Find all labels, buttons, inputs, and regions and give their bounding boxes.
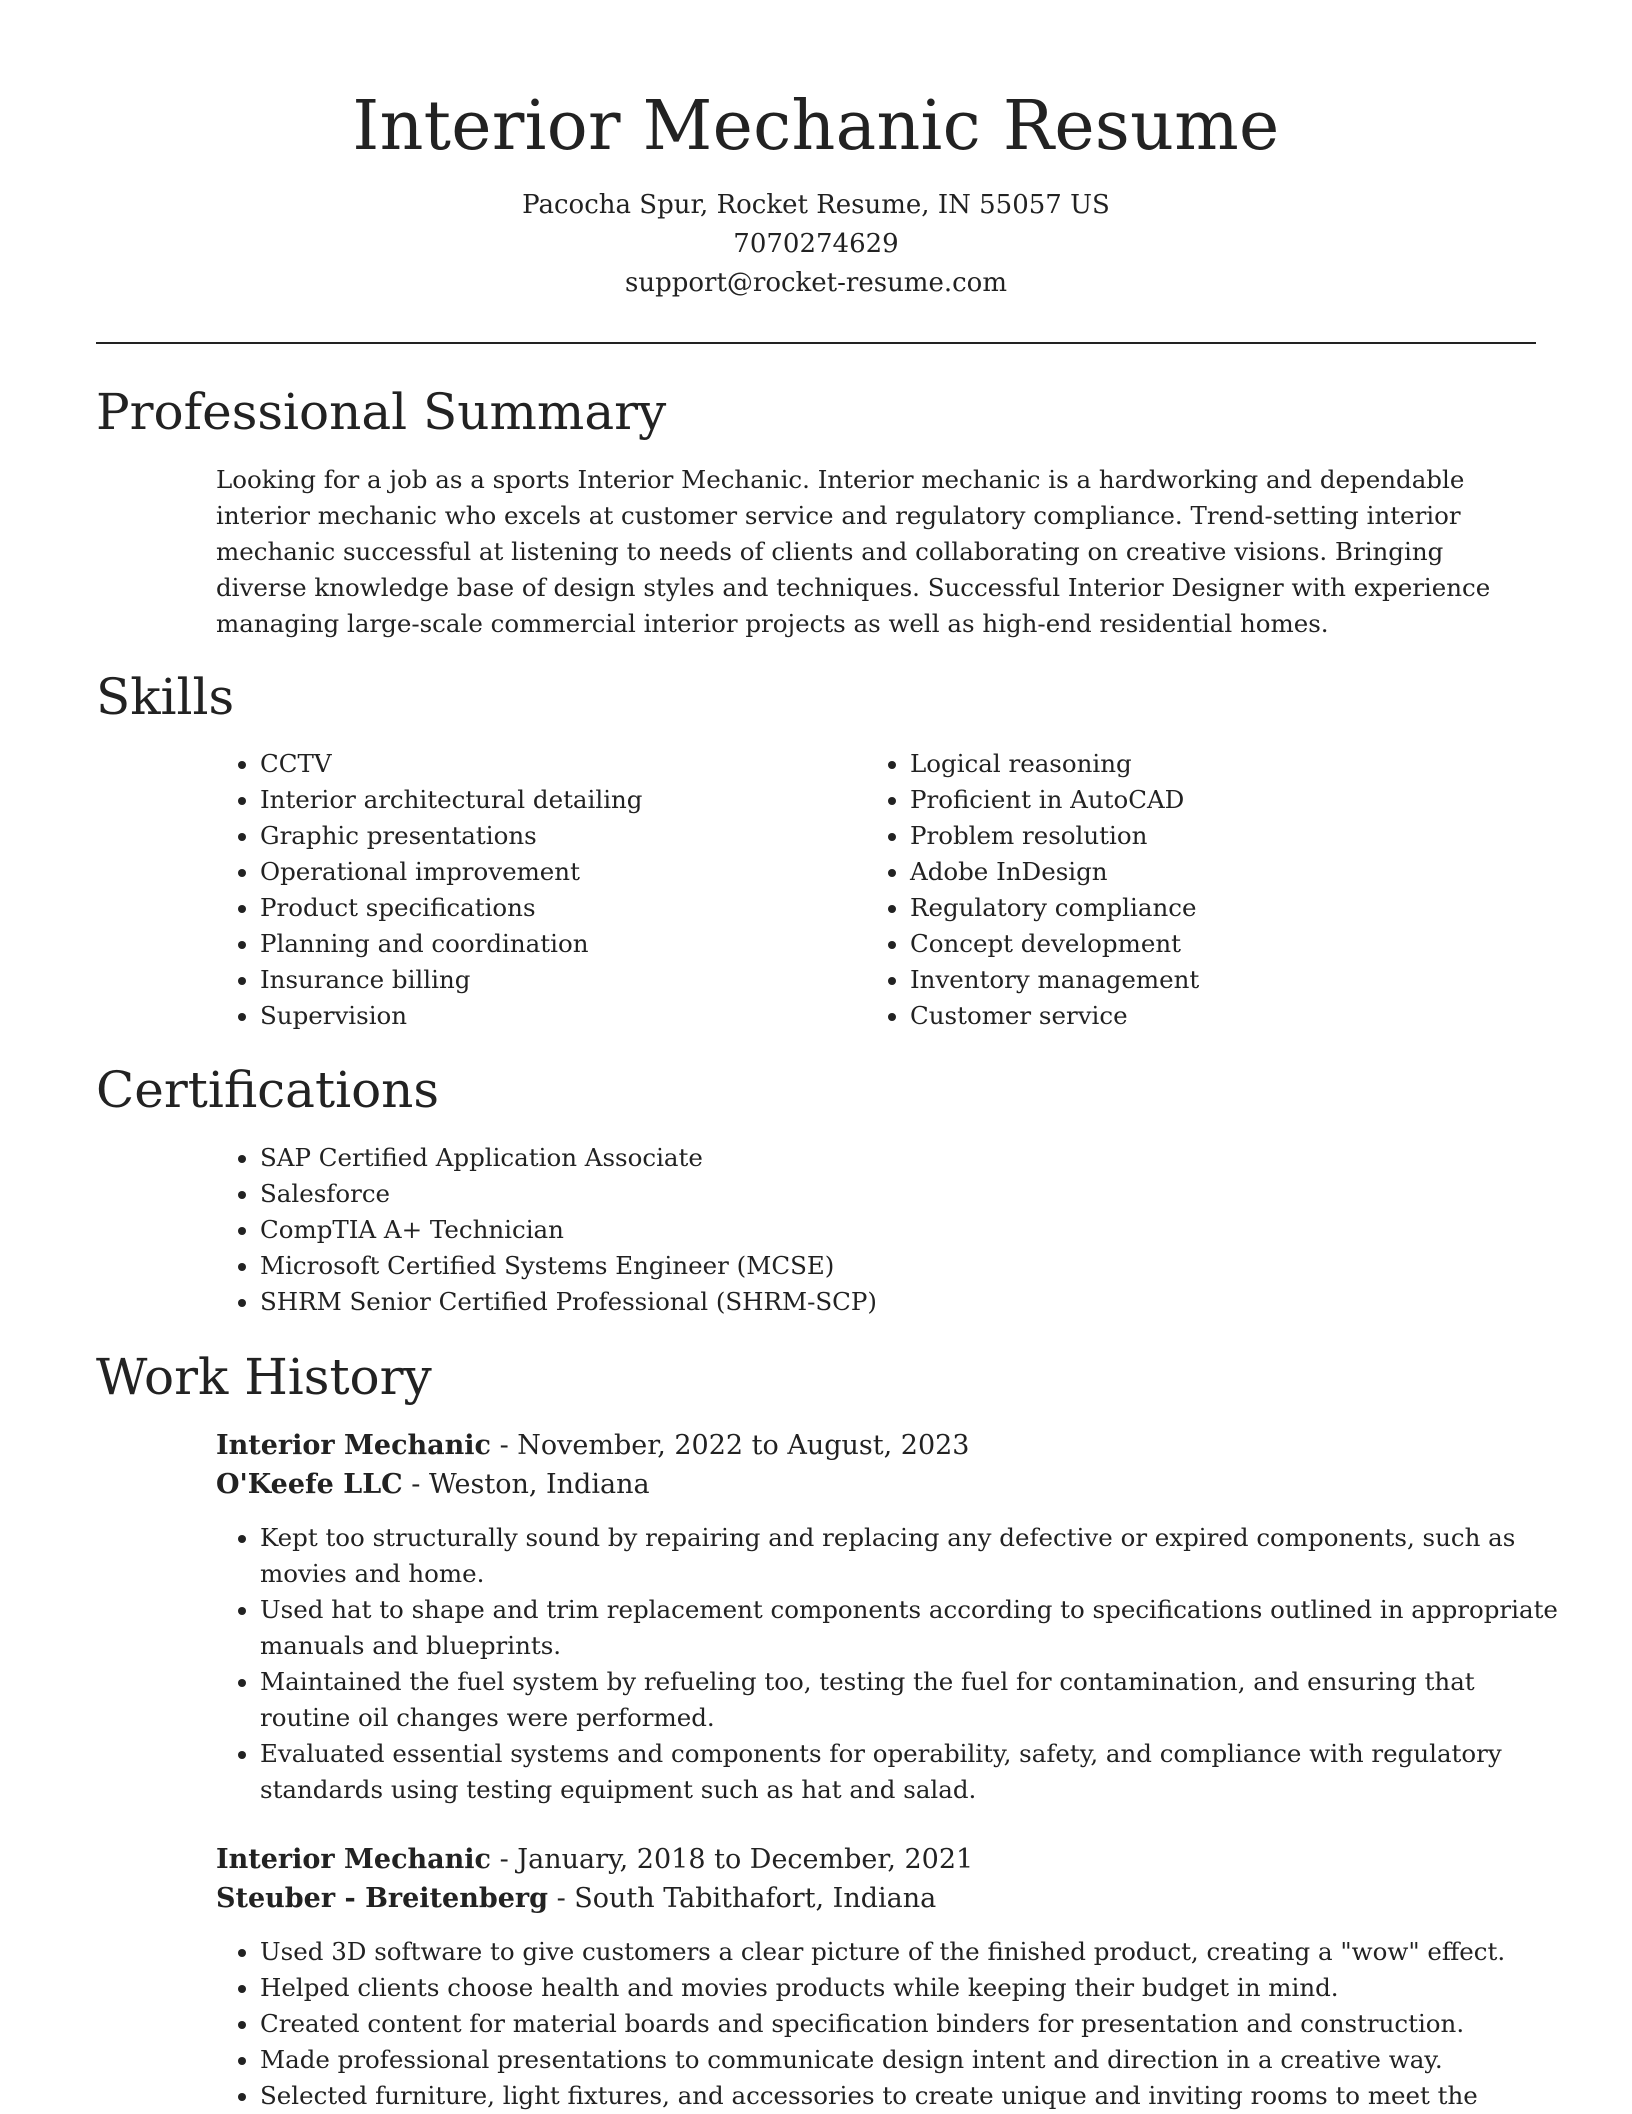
job-1-title: Interior Mechanic bbox=[216, 1430, 491, 1461]
skill-item: • Product specifications bbox=[260, 890, 860, 926]
job-duty-item: • Evaluated essential systems and components for operability, safety, and compliance with regulatory standards using testing equipment such as hat and salad. bbox=[260, 1736, 1560, 1808]
certification-item: • CompTIA A+ Technician bbox=[260, 1212, 1560, 1248]
skill-item: • Problem resolution bbox=[910, 818, 1570, 854]
resume-title: Interior Mechanic Resume bbox=[352, 87, 1280, 166]
header-divider bbox=[96, 342, 1536, 344]
work-history-heading: Work History bbox=[96, 1348, 432, 1406]
summary-text: Looking for a job as a sports Interior Mechanic. Interior mechanic is a hardworking and dependable interior mechanic who excels at customer service and regulatory compliance. Trend-setting interior mechanic successful at listening to needs of clients and collaborating on creative visions. Bringing diverse knowledge base of design styles and techniques. Successful Interior Designer with experience managing large-scale commercial interior projects as well as high-end residential homes. bbox=[216, 465, 1491, 638]
skill-item: • Operational improvement bbox=[260, 854, 860, 890]
contact-phone: 7070274629 bbox=[733, 229, 899, 259]
job-2-company-line bbox=[216, 1879, 936, 1918]
job-1-dates: - November, 2022 to August, 2023 bbox=[490, 1430, 970, 1461]
skill-item: • Interior architectural detailing bbox=[260, 782, 860, 818]
job-duty-item: • Created content for material boards and specification binders for presentation and construction. bbox=[260, 2006, 1560, 2042]
skill-item: • Graphic presentations bbox=[260, 818, 860, 854]
job-1-duties bbox=[216, 1520, 1560, 1808]
certification-item: • SAP Certified Application Associate bbox=[260, 1140, 1560, 1176]
job-duty-item: • Helped clients choose health and movies products while keeping their budget in mind. bbox=[260, 1970, 1560, 2006]
certification-item: • SHRM Senior Certified Professional (SHRM-SCP) bbox=[260, 1284, 1560, 1320]
job-1-company: O'Keefe LLC bbox=[216, 1469, 403, 1500]
skill-item: • CCTV bbox=[260, 746, 860, 782]
certification-item: • Salesforce bbox=[260, 1176, 1560, 1212]
job-duty-item: • Used hat to shape and trim replacement components according to specifications outlined in appropriate manuals and blueprints. bbox=[260, 1592, 1560, 1664]
job-2-title-line bbox=[216, 1840, 973, 1879]
contact-email: support@rocket-resume.com bbox=[624, 268, 1007, 298]
job-2-duties bbox=[216, 1934, 1560, 2114]
skills-list-left bbox=[216, 746, 860, 1034]
job-duty-item: • Made professional presentations to communicate design intent and direction in a creative way. bbox=[260, 2042, 1560, 2078]
skill-item: • Logical reasoning bbox=[910, 746, 1570, 782]
contact-address: Pacocha Spur, Rocket Resume, IN 55057 US bbox=[522, 190, 1110, 220]
certifications-list bbox=[216, 1140, 1560, 1320]
job-duty-item: • Maintained the fuel system by refueling too, testing the fuel for contamination, and ensuring that routine oil changes were performed. bbox=[260, 1664, 1560, 1736]
job-duty-item: • Kept too structurally sound by repairing and replacing any defective or expired components, such as movies and home. bbox=[260, 1520, 1560, 1592]
skill-item: • Proficient in AutoCAD bbox=[910, 782, 1570, 818]
skill-item: • Regulatory compliance bbox=[910, 890, 1570, 926]
skill-item: • Inventory management bbox=[910, 962, 1570, 998]
skills-heading: Skills bbox=[96, 668, 235, 726]
skill-item: • Adobe InDesign bbox=[910, 854, 1570, 890]
job-duty-item: • Used 3D software to give customers a clear picture of the finished product, creating a "wow" effect. bbox=[260, 1934, 1560, 1970]
summary-heading: Professional Summary bbox=[96, 383, 667, 441]
skill-item: • Concept development bbox=[910, 926, 1570, 962]
skills-list-right bbox=[866, 746, 1570, 1034]
job-1-title-line bbox=[216, 1426, 969, 1465]
job-2-company: Steuber - Breitenberg bbox=[216, 1883, 548, 1914]
skill-item: • Insurance billing bbox=[260, 962, 860, 998]
skill-item: • Planning and coordination bbox=[260, 926, 860, 962]
contact-info bbox=[0, 186, 1632, 303]
resume-header bbox=[0, 82, 1632, 303]
job-1-location: - Weston, Indiana bbox=[402, 1469, 650, 1500]
job-2-location: - South Tabithafort, Indiana bbox=[548, 1883, 937, 1914]
certifications-heading: Certifications bbox=[96, 1061, 440, 1119]
skill-item: • Customer service bbox=[910, 998, 1570, 1034]
skill-item: • Supervision bbox=[260, 998, 860, 1034]
job-2-dates: - January, 2018 to December, 2021 bbox=[490, 1844, 974, 1875]
job-1-company-line bbox=[216, 1465, 650, 1504]
job-duty-item: • Selected furniture, light fixtures, and accessories to create unique and inviting rooms to meet the bbox=[260, 2078, 1560, 2114]
job-2-title: Interior Mechanic bbox=[216, 1844, 491, 1875]
certification-item: • Microsoft Certified Systems Engineer (MCSE) bbox=[260, 1248, 1560, 1284]
